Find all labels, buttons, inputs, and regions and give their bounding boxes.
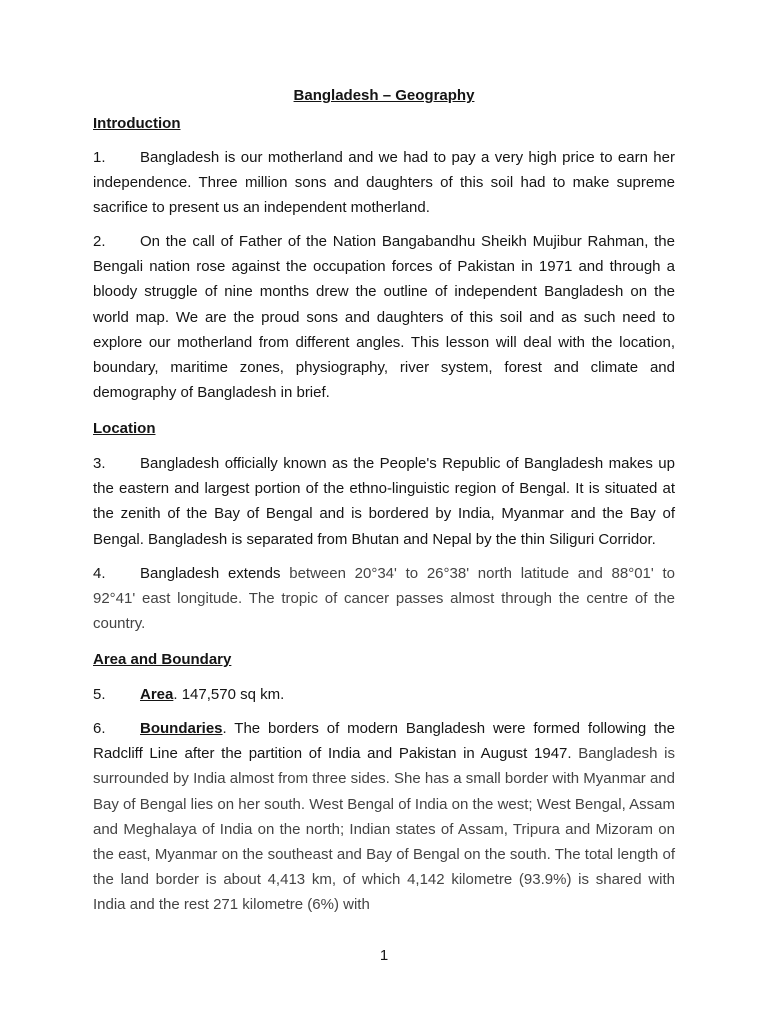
paragraph-6 <box>93 716 675 918</box>
paragraph-number: 6. <box>93 720 106 737</box>
paragraph-label-boundaries: Boundaries <box>140 720 223 737</box>
paragraph-number: 3. <box>93 455 106 472</box>
paragraph-text: Bangladesh is our motherland and we had to pay a very high price to earn her independence. Three million sons and daughters of this soil had to make supreme sacrifice to present us an independent motherland. <box>93 149 675 217</box>
paragraph-number: 4. <box>93 565 106 582</box>
heading-location: Location <box>93 420 156 437</box>
paragraph-number: 1. <box>93 149 106 166</box>
paragraph-2 <box>93 229 675 405</box>
paragraph-number: 5. <box>93 686 106 703</box>
document-title: Bangladesh – Geography <box>293 87 475 104</box>
paragraph-text: . 147,570 sq km. <box>173 686 285 703</box>
paragraph-4 <box>93 561 675 637</box>
heading-introduction: Introduction <box>93 115 181 132</box>
paragraph-text: Bangladesh officially known as the People's Republic of Bangladesh makes up the eastern and largest portion of the ethno-linguistic region of Bengal. It is situated at the zenith of the Bay of Bengal and is bordered by India, Myanmar and the Bay of Bengal. Bangladesh is separated from Bhutan and Nepal by the thin Siliguri Corridor. <box>93 455 675 548</box>
paragraph-lead: Bangladesh extends <box>140 565 281 582</box>
paragraph-text-continued: Bangladesh is surrounded by India almost from three sides. She has a small border with Myanmar and Bay of Bengal lies on her south. West Bengal of India on the west; West Bengal, Assam and Meghalaya of India on the north; Indian states of Assam, Tripura and Mizoram on the east, Myanmar on the southeast and Bay of Bengal on the south. The total length of the land border is about 4,413 km, of which 4,142 kilometre (93.9%) is shared with India and the rest 271 kilometre (6%) with <box>93 745 675 914</box>
paragraph-3 <box>93 451 675 552</box>
paragraph-1 <box>93 145 675 221</box>
paragraph-text: On the call of Father of the Nation Bangabandhu Sheikh Mujibur Rahman, the Bengali nation rose against the occupation forces of Pakistan in 1971 and through a bloody struggle of nine months drew the outline of independent Bangladesh on the world map. We are the proud sons and daughters of this soil and as such need to explore our motherland from different angles. This lesson will deal with the location, boundary, maritime zones, physiography, river system, forest and climate and demography of Bangladesh in brief. <box>93 233 675 402</box>
paragraph-text: between 20°34' to 26°38' north latitude and 88°01' to 92°41' east longitude. The tropic of cancer passes almost through the centre of the country. <box>93 565 675 633</box>
paragraph-5 <box>93 682 675 707</box>
paragraph-label-area: Area <box>140 686 174 703</box>
paragraph-number: 2. <box>93 233 106 250</box>
heading-area-and-boundary: Area and Boundary <box>93 651 232 668</box>
paragraph-text: . The borders of modern Bangladesh were formed following the Radcliff Line after the partition of India and Pakistan in August 1947. <box>93 720 675 763</box>
page-number: 1 <box>379 947 389 964</box>
